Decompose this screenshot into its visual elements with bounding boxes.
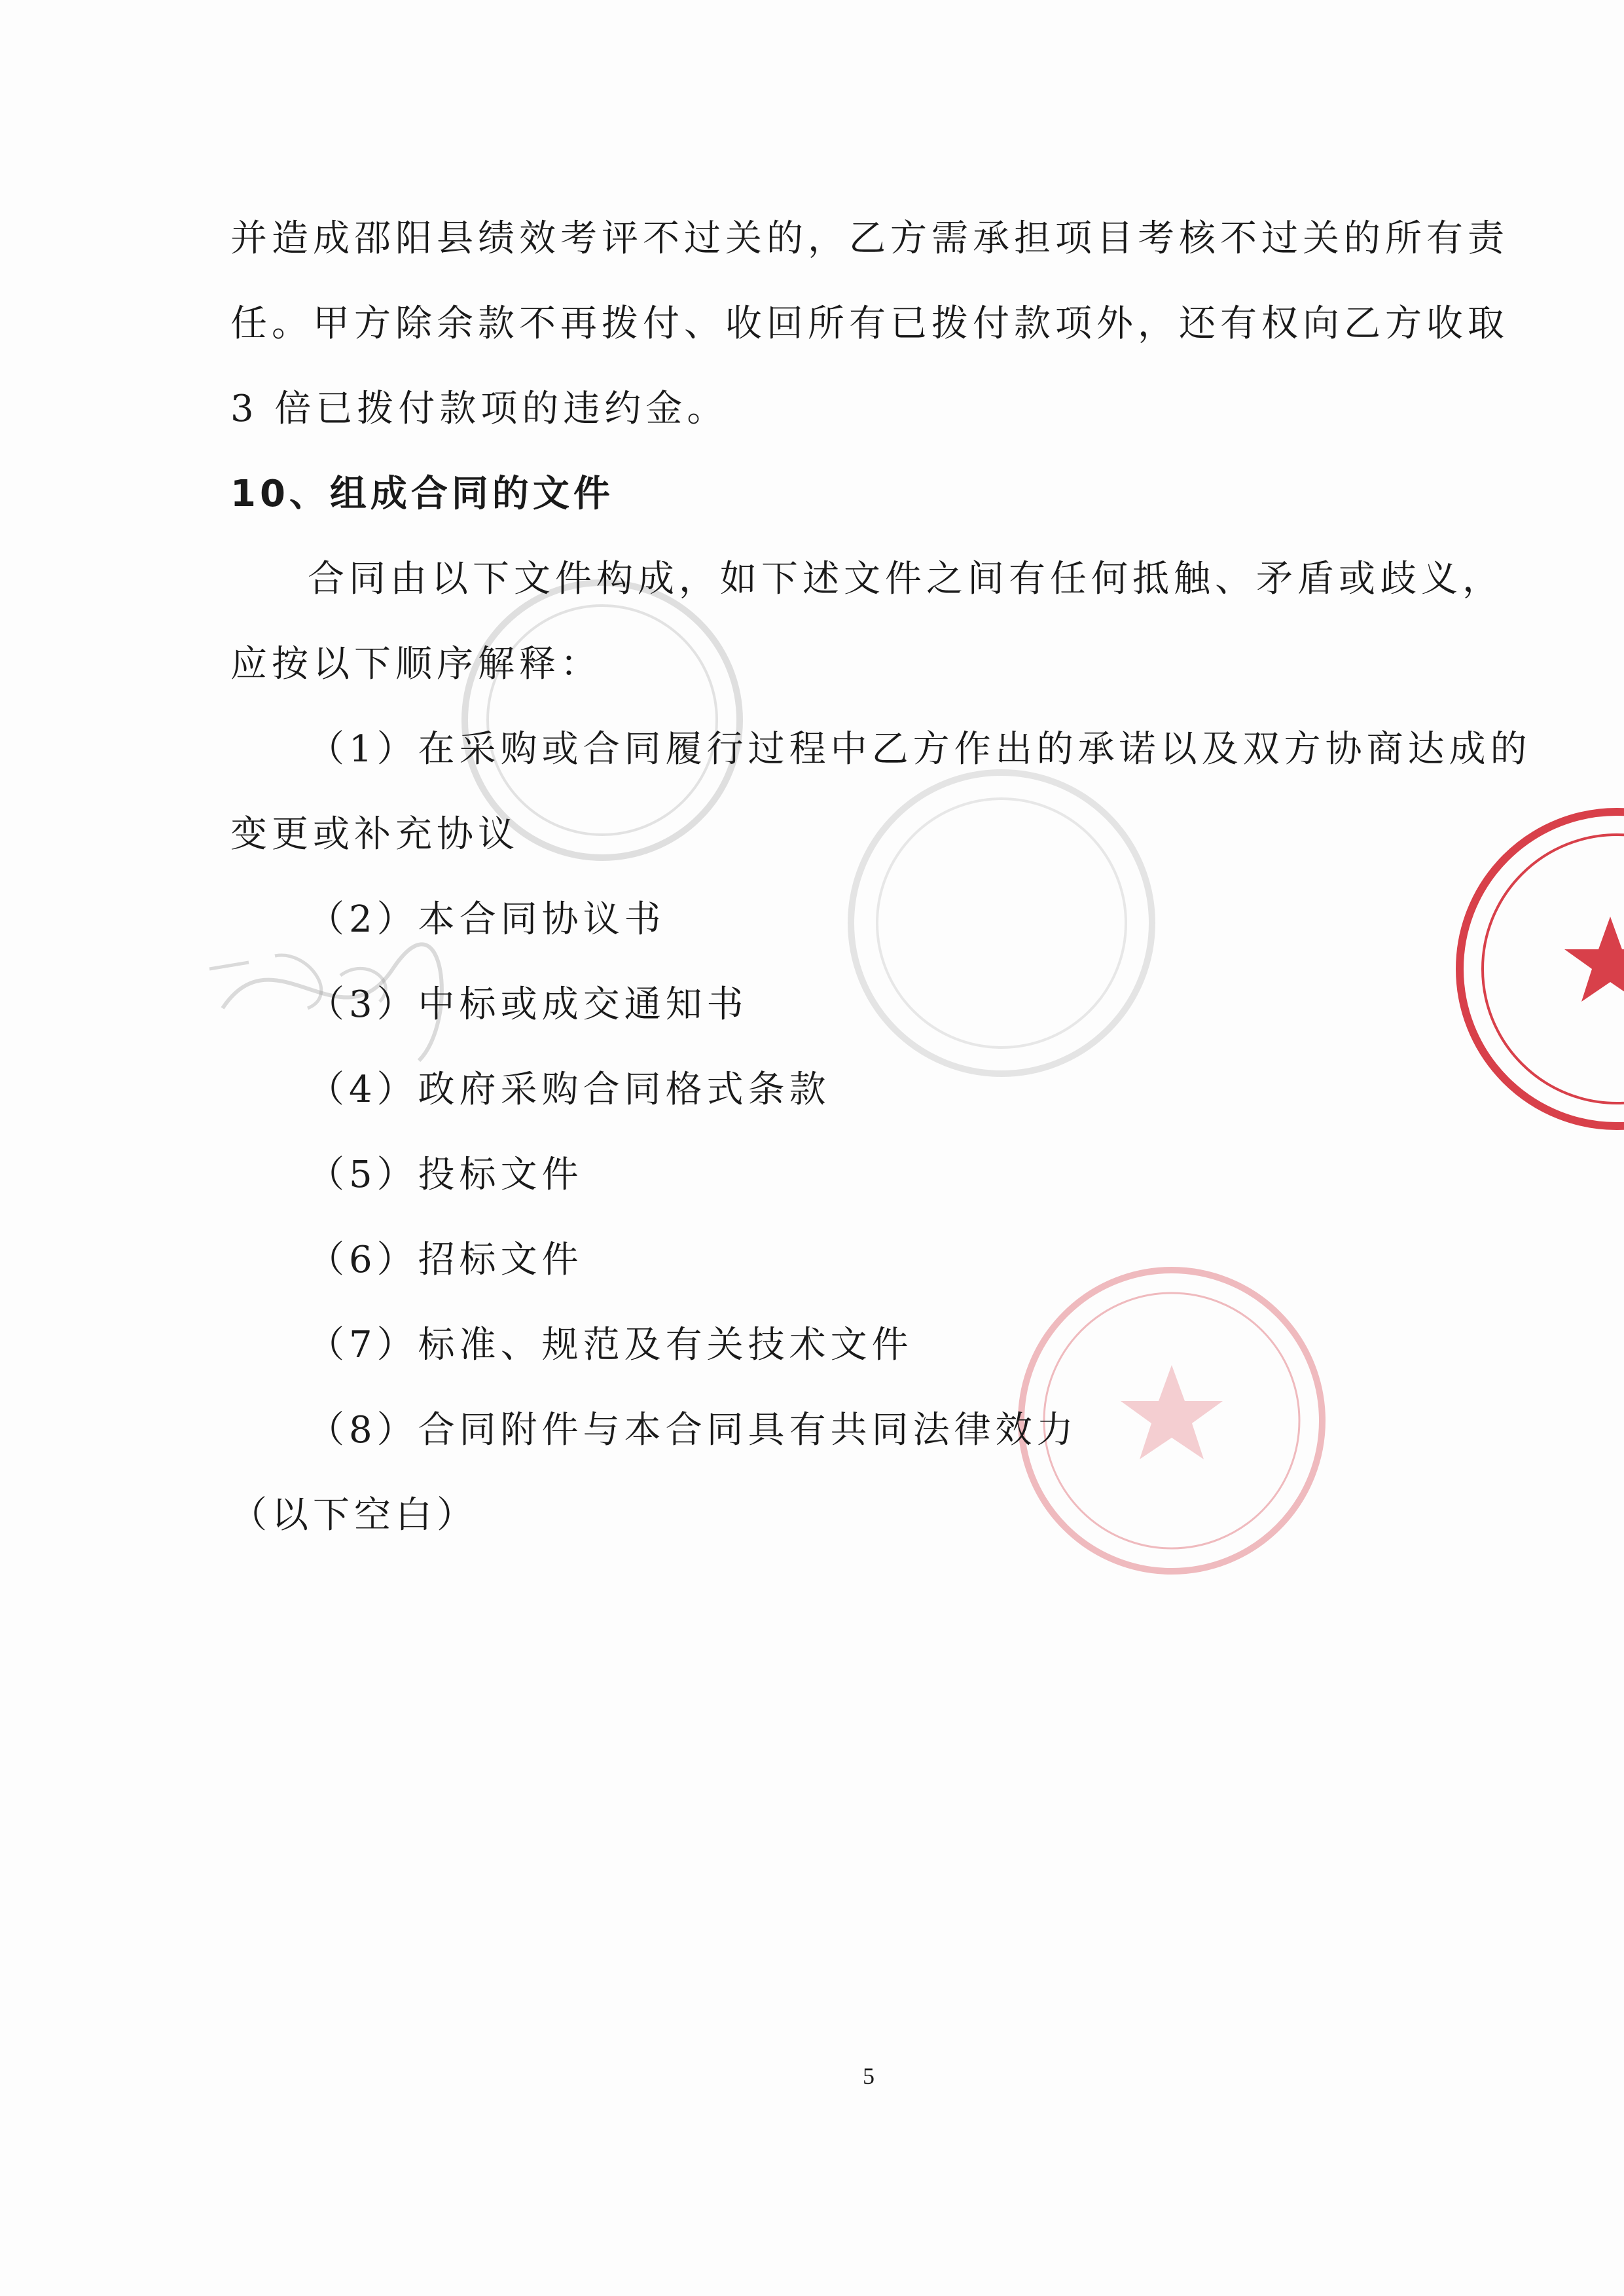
list-item: （6）招标文件 xyxy=(308,1239,583,1281)
intro-line: 合同由以下文件构成，如下述文件之间有任何抵触、矛盾或歧义， xyxy=(308,558,1504,600)
section-heading: 10、组成合同的文件 xyxy=(230,473,614,515)
paragraph-line: 3 倍已拨付款项的违约金。 xyxy=(230,388,729,430)
list-item: （1）在采购或合同履行过程中乙方作出的承诺以及双方协商达成的 xyxy=(308,728,1532,771)
intro-line: 应按以下顺序解释： xyxy=(230,643,602,685)
red-company-stamp xyxy=(1460,812,1624,1126)
list-item: （7）标准、规范及有关技术文件 xyxy=(308,1324,913,1366)
list-item-continuation: 变更或补充协议 xyxy=(230,813,519,856)
list-item: （5）投标文件 xyxy=(308,1154,583,1196)
closing-note: （以下空白） xyxy=(230,1494,478,1537)
list-item: （4）政府采购合同格式条款 xyxy=(308,1068,831,1111)
list-item: （2）本合同协议书 xyxy=(308,898,666,941)
list-item: （8）合同附件与本合同具有共同法律效力 xyxy=(308,1409,1078,1451)
page-number: 5 xyxy=(863,2063,875,2089)
paragraph-line: 并造成邵阳县绩效考评不过关的，乙方需承担项目考核不过关的所有责 xyxy=(230,217,1509,260)
body-text xyxy=(230,196,1532,1558)
paragraph-line: 任。甲方除余款不再拨付、收回所有已拨付款项外，还有权向乙方收取 xyxy=(230,302,1509,345)
list-item: （3）中标或成交通知书 xyxy=(308,983,748,1026)
